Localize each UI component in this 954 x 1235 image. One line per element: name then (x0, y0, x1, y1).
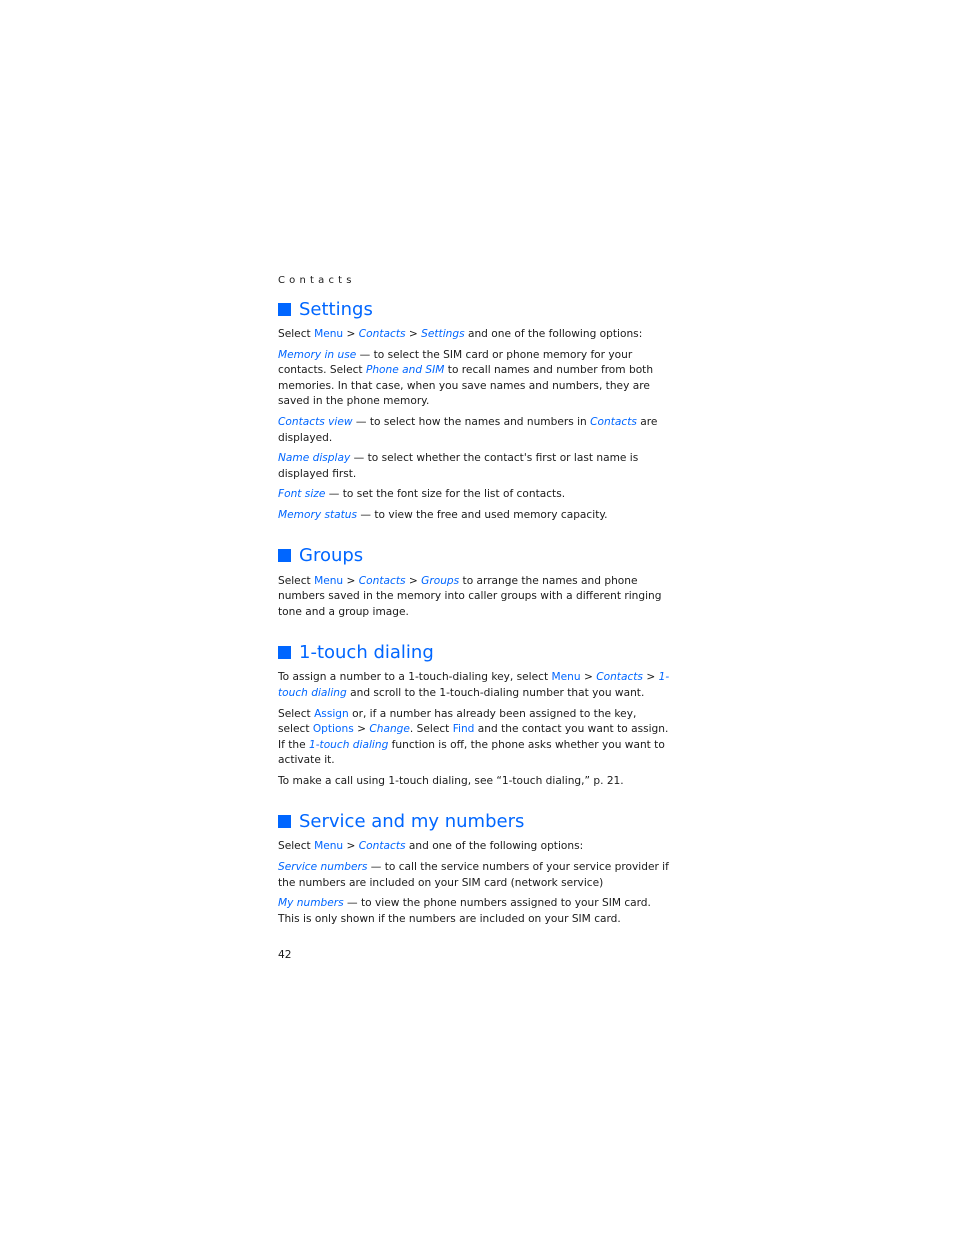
spacer (278, 529, 670, 543)
spacer (278, 625, 670, 639)
running-head: Contacts (278, 275, 356, 286)
contacts-option: Contacts (590, 415, 637, 428)
text: . Select (409, 723, 453, 736)
separator: > (405, 574, 422, 587)
text: Select (278, 328, 315, 340)
change-option: Change (369, 723, 410, 736)
text: — to select the SIM card or phone memory for your contacts. Select (278, 348, 633, 377)
section-settings (278, 296, 670, 524)
section-service-numbers (278, 808, 670, 927)
menu-keyword: Menu (314, 574, 344, 587)
groups-paragraph (278, 574, 670, 621)
text: — to view the free and used memory capacity. (357, 508, 608, 521)
font-size-item (278, 487, 670, 503)
text: and one of the following options: (464, 328, 643, 340)
section-square-icon (278, 815, 291, 828)
memory-in-use-term: Memory in use (278, 348, 357, 361)
menu-keyword: Menu (314, 840, 344, 853)
section-heading-groups (278, 543, 670, 569)
text: and scroll to the 1-touch-dialing number that you want. (346, 686, 645, 699)
phone-and-sim-option: Phone and SIM (365, 364, 445, 377)
name-display-item (278, 451, 670, 482)
section-title-service: Service and my numbers (299, 810, 525, 832)
separator: > (343, 574, 359, 587)
1-touch-dialing-option: 1-touch dialing (308, 738, 389, 751)
separator: > (642, 671, 659, 684)
text: to recall names and number from both memories. In that case, when you save names and numbers, they are saved in the phone memory. (278, 364, 654, 408)
section-1-touch-dialing (278, 639, 670, 789)
assign-keyword: Assign (314, 707, 349, 720)
text: to arrange the names and phone numbers saved in the memory into caller groups with a different ringing tone and a group image. (278, 574, 662, 618)
section-title-1-touch-dialing: 1-touch dialing (299, 641, 434, 663)
text: — to set the font size for the list of contacts. (325, 488, 566, 501)
text: Select (278, 574, 315, 587)
text: — to select whether the contact's first or last name is displayed first. (278, 452, 639, 480)
font-size-term: Font size (278, 488, 326, 501)
text: and one of the following options: (405, 840, 584, 853)
separator: > (580, 671, 597, 684)
service-intro (278, 839, 670, 855)
section-heading-settings (278, 296, 670, 322)
service-numbers-item (278, 860, 670, 891)
my-numbers-item (278, 896, 670, 927)
contacts-option: Contacts (596, 671, 643, 684)
separator: > (405, 328, 422, 340)
contacts-option: Contacts (358, 840, 406, 853)
1-touch-dialing-option: 1-touch dialing (278, 671, 670, 699)
settings-option: Settings (421, 328, 465, 340)
section-square-icon (278, 646, 291, 659)
groups-option: Groups (421, 574, 460, 587)
contacts-view-term: Contacts view (278, 415, 353, 428)
section-title-groups: Groups (299, 545, 364, 567)
text: and the contact you want to assign. If the (278, 723, 669, 751)
text: Select (278, 707, 315, 720)
contacts-option: Contacts (358, 574, 406, 587)
page-number: 42 (278, 949, 292, 961)
touch-paragraph-3: To make a call using 1-touch dialing, see “1-touch dialing,” p. 21. (278, 774, 624, 787)
memory-status-item (278, 508, 670, 524)
spacer (278, 794, 670, 808)
section-groups (278, 543, 670, 621)
section-title-settings: Settings (299, 298, 373, 320)
contacts-option: Contacts (358, 328, 406, 340)
separator: > (353, 723, 370, 736)
memory-in-use-item (278, 348, 670, 410)
separator: > (343, 840, 359, 853)
touch-paragraph-2 (278, 707, 670, 769)
menu-keyword: Menu (314, 328, 344, 340)
contacts-view-item (278, 415, 670, 446)
text: — to call the service numbers of your service provider if the numbers are included on your SIM card (network service) (278, 861, 669, 889)
text: function is off, the phone asks whether you want to activate it. (278, 738, 665, 767)
section-heading-service (278, 808, 670, 834)
content (278, 296, 670, 932)
text: — to view the phone numbers assigned to your SIM card. This is only shown if the numbers are included on your SIM card. (278, 897, 651, 925)
section-square-icon (278, 303, 291, 316)
my-numbers-term: My numbers (278, 897, 344, 910)
find-keyword: Find (452, 723, 475, 736)
text: To assign a number to a 1-touch-dialing key, select (278, 671, 552, 684)
separator: > (343, 328, 359, 340)
section-heading-1-touch-dialing (278, 639, 670, 665)
text: — to select how the names and numbers in (352, 415, 591, 428)
service-numbers-term: Service numbers (278, 861, 368, 874)
name-display-term: Name display (278, 452, 351, 465)
menu-keyword: Menu (551, 671, 581, 684)
text: Select (278, 840, 315, 853)
settings-intro (278, 327, 670, 343)
section-square-icon (278, 549, 291, 562)
text: are displayed. (278, 415, 658, 444)
text: or, if a number has already been assigned to the key, select (278, 707, 637, 736)
memory-status-term: Memory status (278, 508, 358, 521)
options-keyword: Options (312, 723, 354, 736)
touch-paragraph-1 (278, 670, 670, 701)
